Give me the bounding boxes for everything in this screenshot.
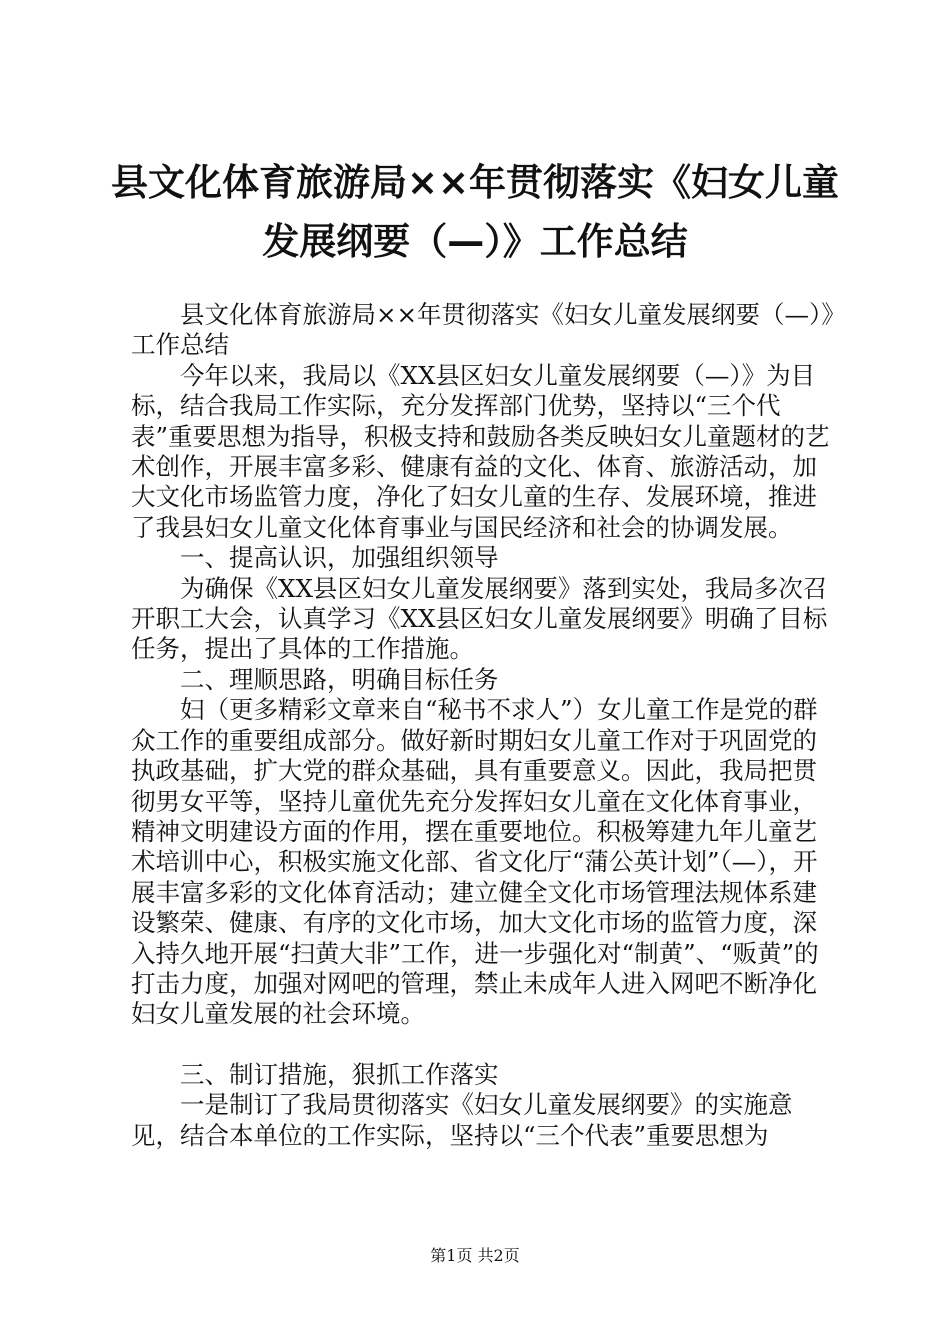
intro-paragraph: 今年以来，我局以《XX县区妇女儿童发展纲要（—）》为目标，结合我局工作实际，充分发挥部门优势，坚持以“三个代表”重要思想为指导，积极支持和鼓励各类反映妇女儿童题材的艺术创作，开展丰富多彩、健康有益的文化、体育、旅游活动，加大文化市场监管力度，净化了妇女儿童的生存、发展环境，推进了我县妇女儿童文化体育事业与国民经济和社会的协调发展。 <box>131 360 830 542</box>
document-body <box>131 300 836 1151</box>
section-heading-3: 三、制订措施，狠抓工作落实 <box>180 1059 499 1089</box>
page-number-footer: 第1页 共2页 <box>430 1246 520 1265</box>
subtitle-paragraph: 县文化体育旅游局××年贯彻落实《妇女儿童发展纲要（—）》工作总结 <box>131 300 834 360</box>
section-heading-1: 一、提高认识，加强组织领导 <box>180 543 499 573</box>
document-title-line-1: 县文化体育旅游局××年贯彻落实《妇女儿童 <box>110 161 839 204</box>
section-heading-2: 二、理顺思路，明确目标任务 <box>180 664 499 694</box>
document-title-line-2: 发展纲要（—）》工作总结 <box>262 220 688 263</box>
section-1-paragraph: 为确保《XX县区妇女儿童发展纲要》落到实处，我局多次召开职工大会，认真学习《XX县区妇女儿童发展纲要》明确了目标任务，提出了具体的工作措施。 <box>131 573 828 664</box>
paragraph-spacer <box>131 1030 836 1060</box>
section-3-paragraph: 一是制订了我局贯彻落实《妇女儿童发展纲要》的实施意见，结合本单位的工作实际，坚持以“三个代表”重要思想为 <box>131 1090 793 1150</box>
section-2-paragraph: 妇（更多精彩文章来自“秘书不求人”）女儿童工作是党的群众工作的重要组成部分。做好新时期妇女儿童工作对于巩固党的执政基础，扩大党的群众基础，具有重要意义。因此，我局把贯彻男女平等，坚持儿童优先充分发挥妇女儿童在文化体育事业，精神文明建设方面的作用，摆在重要地位。积极筹建九年儿童艺术培训中心，积极实施文化部、省文化厅“蒲公英计划”（—），开展丰富多彩的文化体育活动；建立健全文化市场管理法规体系建设繁荣、健康、有序的文化市场，加大文化市场的监管力度，深入持久地开展“扫黄大非”工作，进一步强化对“制黄”、“贩黄”的打击力度，加强对网吧的管理，禁止未成年人进入网吧不断净化妇女儿童发展的社会环境。 <box>131 695 819 1029</box>
